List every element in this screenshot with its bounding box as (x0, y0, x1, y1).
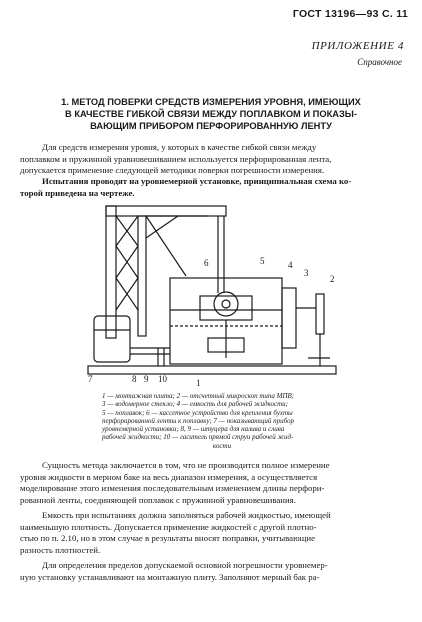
caption-line: 3 — водомерное стекло; 4 — емкость для рабочей жидкости; (102, 400, 288, 409)
figure-label: 2 (330, 274, 335, 284)
text-line: Испытания проводят на уровнемерной установке, принципиальная схема ко- (42, 176, 352, 186)
text-line: моделирование этого изменения последовательным изменением длины перфори- (20, 483, 325, 494)
text-line: поплавком и пружинной уравновешиванием используется перфорированная лента, (20, 153, 332, 164)
paragraph-1 (20, 142, 398, 177)
section-title-line: ВАЮЩИМ ПРИБОРОМ ПЕРФОРИРОВАННУЮ ЛЕНТУ (90, 121, 332, 131)
gauge-glass (282, 288, 296, 348)
appendix-title: ПРИЛОЖЕНИЕ 4 (311, 40, 404, 52)
figure-label: 8 (132, 374, 137, 384)
frame-column-mid (138, 216, 146, 336)
text-line: ную установку устанавливают на монтажную плиту. Заполняют мерный бак ра- (20, 571, 320, 582)
figure-caption (102, 392, 342, 450)
paragraph-5 (20, 560, 398, 583)
figure-label: 9 (144, 374, 149, 384)
caption-line: 1 — монтажная плита; 2 — отсчетный микроскоп типа МПВ; (102, 392, 295, 400)
frame-column-left (106, 206, 116, 338)
figure-label: 5 (260, 256, 265, 266)
figure-label: 6 (204, 258, 209, 268)
text-line: наименьшую плотность. Допускается применение жидкостей с другой плотно- (20, 521, 317, 532)
frame-beam-top (106, 206, 226, 216)
text-line: допускается применение следующей методики поверки погрешности измерения. (20, 165, 325, 176)
text-line: уровня жидкости в мерном баке на весь диапазон измерения, а осуществляется (20, 471, 318, 482)
text-line: Емкость при испытаниях должна заполняться рабочей жидкостью, имеющей (42, 510, 331, 520)
figure-label: 7 (88, 374, 93, 384)
paragraph-2 (20, 176, 398, 199)
text-line: Для определения пределов допускаемой основной погрешности уровнемер- (42, 560, 328, 570)
indicating-instrument (94, 316, 130, 362)
text-line: Сущность метода заключается в том, что не производится полное измерение (42, 460, 330, 470)
text-line: торой приведена на чертеже. (20, 187, 135, 198)
section-title-line: В КАЧЕСТВЕ ГИБКОЙ СВЯЗИ МЕЖДУ ПОПЛАВКОМ И ПОКАЗЫ- (65, 109, 357, 119)
paragraph-4 (20, 510, 398, 556)
caption-line: уровнемерной установки; 8, 9 — штуцера для налива и слива (102, 425, 285, 434)
paragraph-3 (20, 460, 398, 506)
mounting-plate (88, 366, 336, 374)
section-title-line: 1. МЕТОД ПОВЕРКИ СРЕДСТВ ИЗМЕРЕНИЯ УРОВНЯ, ИМЕЮЩИХ (61, 97, 361, 107)
caption-line: 5 — поплавок; 6 — кассетное устройство для крепления бухты (102, 408, 293, 417)
figure-label: 3 (304, 268, 309, 278)
figure-label: 10 (158, 374, 167, 384)
figure-label: 1 (196, 378, 201, 388)
caption-line: перфорированной ленты к поплавку; 7 — показывающий прибор (102, 416, 295, 425)
microscope (316, 294, 324, 334)
figure-label: 4 (288, 260, 293, 270)
text-line: рованной ленты, соединяющей поплавок с пружинной уравновешивания. (20, 494, 296, 505)
page-header: ГОСТ 13196—93 С. 11 (292, 8, 408, 20)
text-line: разность плотностей. (20, 544, 101, 555)
test-rig-diagram (78, 198, 344, 390)
text-line: Для средств измерения уровня, у которых в качестве гибкой связи между (42, 142, 317, 152)
appendix-note: Справочное (357, 57, 402, 67)
caption-line: кости (212, 441, 232, 450)
text-line: стью по п. 2.10, но в этом случае в результаты вносят поправки, учитывающие (20, 533, 316, 544)
caption-line: рабочей жидкости; 10 — гаситель прямой струи рабочей жид- (102, 433, 294, 442)
section-title (28, 96, 394, 132)
